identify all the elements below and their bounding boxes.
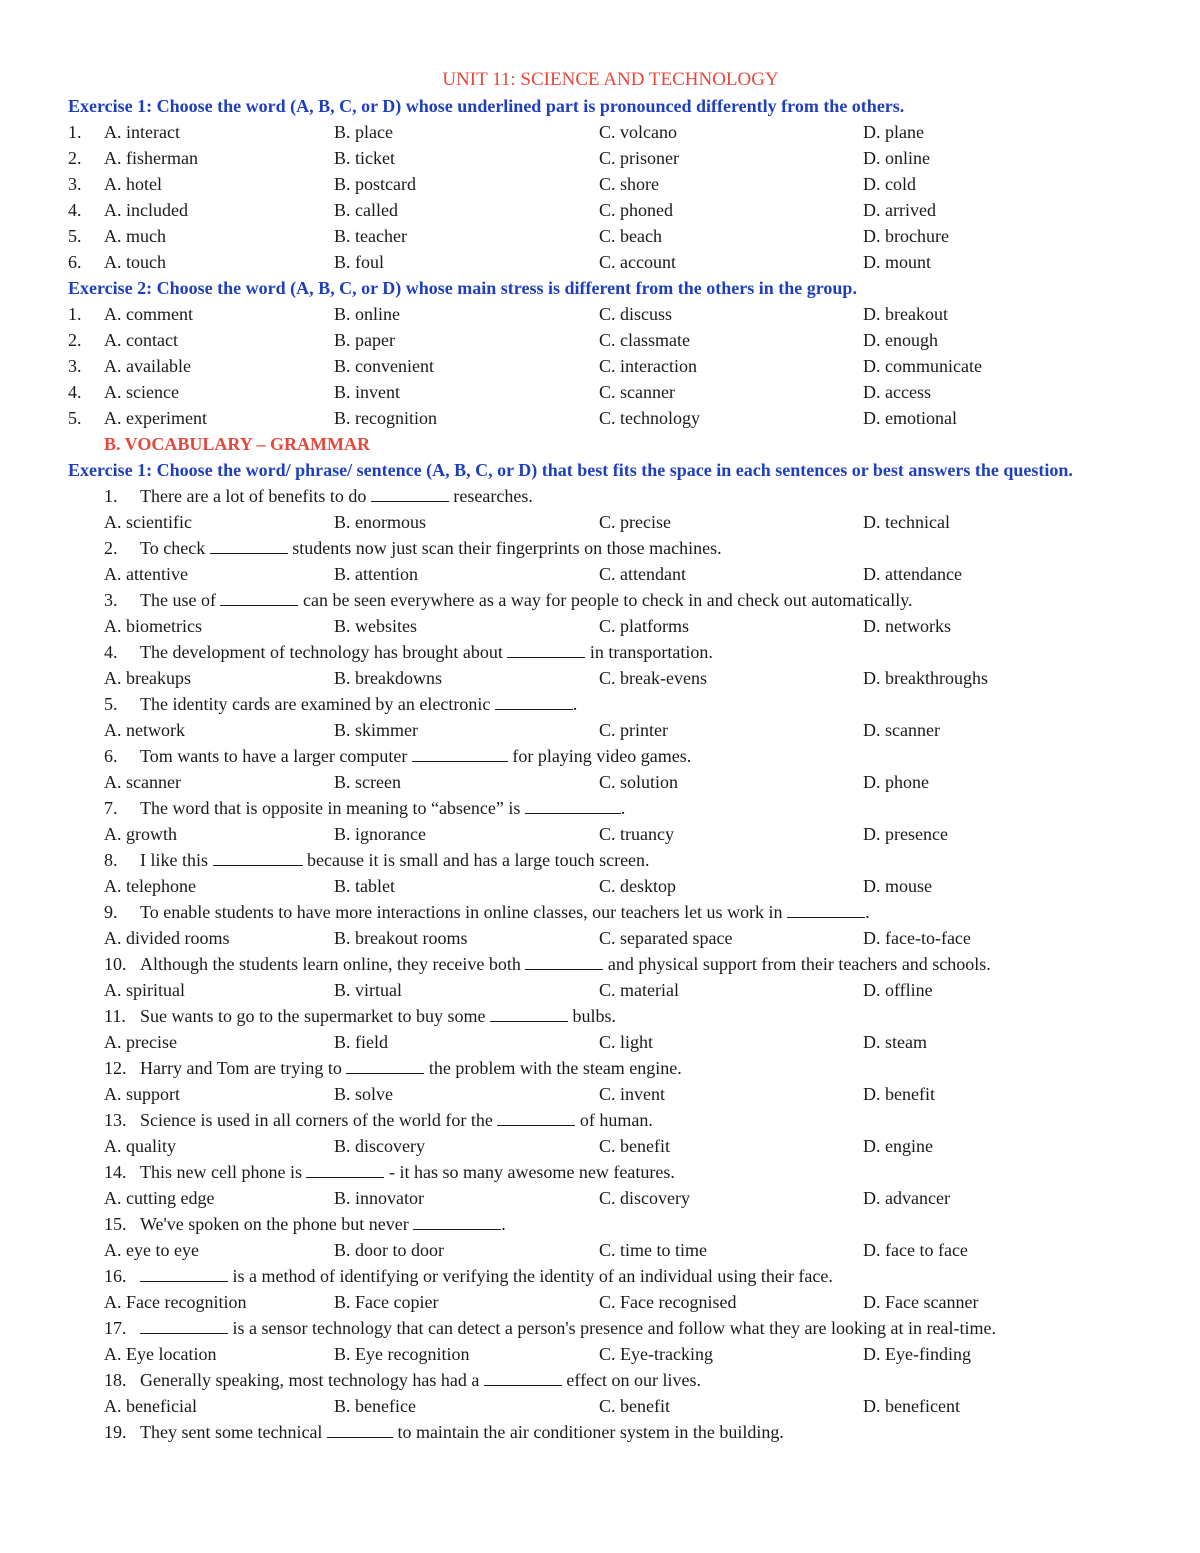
option-d: D. face to face bbox=[863, 1240, 968, 1260]
option-d: D. networks bbox=[863, 616, 951, 636]
option-row bbox=[68, 1393, 1153, 1419]
option-row bbox=[68, 379, 1153, 405]
pronunciation-list bbox=[68, 119, 1153, 275]
option-b: B. place bbox=[334, 122, 393, 142]
question-line bbox=[68, 1315, 1153, 1341]
option-row bbox=[68, 873, 1153, 899]
option-a: A. much bbox=[104, 226, 166, 246]
question-line bbox=[68, 1367, 1153, 1393]
question-number: 14. bbox=[104, 1162, 127, 1182]
question-text: because it is small and has a large touch screen. bbox=[302, 850, 650, 870]
option-d: D. arrived bbox=[863, 200, 936, 220]
option-a: A. experiment bbox=[104, 408, 207, 428]
option-c: C. precise bbox=[599, 512, 671, 532]
option-c: C. classmate bbox=[599, 330, 690, 350]
question-line bbox=[68, 795, 1153, 821]
option-a: A. fisherman bbox=[104, 148, 198, 168]
question-text: To enable students to have more interactions in online classes, our teachers let us work in bbox=[140, 902, 788, 922]
option-c: C. separated space bbox=[599, 928, 733, 948]
question-text: The development of technology has brought about bbox=[140, 642, 508, 662]
option-c: C. benefit bbox=[599, 1396, 670, 1416]
question-line bbox=[68, 1055, 1153, 1081]
option-a: A. contact bbox=[104, 330, 178, 350]
option-a: A. eye to eye bbox=[104, 1240, 199, 1260]
option-a: A. divided rooms bbox=[104, 928, 230, 948]
question-text: Tom wants to have a larger computer bbox=[140, 746, 412, 766]
option-d: D. breakout bbox=[863, 304, 948, 324]
option-c: C. invent bbox=[599, 1084, 665, 1104]
option-a: A. attentive bbox=[104, 564, 188, 584]
question-text: researches. bbox=[448, 486, 533, 506]
question-text: They sent some technical bbox=[140, 1422, 327, 1442]
question-line bbox=[68, 1419, 1153, 1445]
vocabulary-list bbox=[68, 483, 1153, 1445]
option-b: B. websites bbox=[334, 616, 417, 636]
question-number: 5. bbox=[104, 694, 118, 714]
option-row bbox=[68, 1081, 1153, 1107]
option-a: A. beneficial bbox=[104, 1396, 197, 1416]
option-b: B. invent bbox=[334, 382, 400, 402]
question-line bbox=[68, 899, 1153, 925]
question-text: We've spoken on the phone but never bbox=[140, 1214, 414, 1234]
option-c: C. phoned bbox=[599, 200, 673, 220]
option-row bbox=[68, 717, 1153, 743]
option-b: B. virtual bbox=[334, 980, 402, 1000]
question-number: 12. bbox=[104, 1058, 127, 1078]
option-d: D. communicate bbox=[863, 356, 982, 376]
option-b: B. teacher bbox=[334, 226, 407, 246]
answer-blank bbox=[210, 536, 288, 554]
question-line bbox=[68, 587, 1153, 613]
answer-blank bbox=[484, 1368, 562, 1386]
item-number: 3. bbox=[68, 174, 82, 194]
question-line bbox=[68, 483, 1153, 509]
option-b: B. Eye recognition bbox=[334, 1344, 470, 1364]
option-d: D. access bbox=[863, 382, 931, 402]
question-text: is a method of identifying or verifying the identity of an individual using their face. bbox=[228, 1266, 833, 1286]
question-number: 4. bbox=[104, 642, 118, 662]
option-a: A. interact bbox=[104, 122, 180, 142]
option-d: D. Face scanner bbox=[863, 1292, 979, 1312]
option-row bbox=[68, 249, 1153, 275]
option-c: C. shore bbox=[599, 174, 659, 194]
question-text: This new cell phone is bbox=[140, 1162, 307, 1182]
option-a: A. breakups bbox=[104, 668, 191, 688]
option-c: C. benefit bbox=[599, 1136, 670, 1156]
question-line bbox=[68, 1003, 1153, 1029]
option-c: C. technology bbox=[599, 408, 700, 428]
question-text: for playing video games. bbox=[507, 746, 692, 766]
option-a: A. support bbox=[104, 1084, 180, 1104]
option-a: A. quality bbox=[104, 1136, 176, 1156]
option-d: D. online bbox=[863, 148, 930, 168]
option-d: D. face-to-face bbox=[863, 928, 971, 948]
option-b: B. paper bbox=[334, 330, 395, 350]
question-text: of human. bbox=[575, 1110, 653, 1130]
question-number: 19. bbox=[104, 1422, 127, 1442]
option-a: A. scientific bbox=[104, 512, 192, 532]
item-number: 4. bbox=[68, 200, 82, 220]
option-b: B. breakdowns bbox=[334, 668, 442, 688]
option-c: C. break-evens bbox=[599, 668, 707, 688]
option-a: A. included bbox=[104, 200, 188, 220]
question-text: in transportation. bbox=[585, 642, 713, 662]
question-number: 15. bbox=[104, 1214, 127, 1234]
item-number: 6. bbox=[68, 252, 82, 272]
option-b: B. recognition bbox=[334, 408, 437, 428]
option-b: B. foul bbox=[334, 252, 385, 272]
option-a: A. biometrics bbox=[104, 616, 202, 636]
question-text: There are a lot of benefits to do bbox=[140, 486, 371, 506]
option-row bbox=[68, 119, 1153, 145]
option-row bbox=[68, 327, 1153, 353]
option-b: B. online bbox=[334, 304, 400, 324]
answer-blank bbox=[490, 1004, 568, 1022]
question-number: 2. bbox=[104, 538, 118, 558]
option-b: B. ticket bbox=[334, 148, 395, 168]
option-row bbox=[68, 509, 1153, 535]
option-c: C. attendant bbox=[599, 564, 686, 584]
question-number: 16. bbox=[104, 1266, 127, 1286]
option-row bbox=[68, 925, 1153, 951]
question-text: - it has so many awesome new features. bbox=[384, 1162, 675, 1182]
option-a: A. touch bbox=[104, 252, 166, 272]
option-a: A. cutting edge bbox=[104, 1188, 215, 1208]
option-c: C. light bbox=[599, 1032, 654, 1052]
option-row bbox=[68, 1029, 1153, 1055]
stress-list bbox=[68, 301, 1153, 431]
option-d: D. steam bbox=[863, 1032, 927, 1052]
option-b: B. breakout rooms bbox=[334, 928, 468, 948]
exercise-stress-heading: Exercise 2: Choose the word (A, B, C, or D) whose main stress is different from the others in the group. bbox=[68, 278, 857, 298]
option-row bbox=[68, 145, 1153, 171]
option-row bbox=[68, 613, 1153, 639]
answer-blank bbox=[525, 796, 621, 814]
item-number: 5. bbox=[68, 408, 82, 428]
question-text: effect on our lives. bbox=[561, 1370, 702, 1390]
option-c: C. material bbox=[599, 980, 679, 1000]
option-row bbox=[68, 1237, 1153, 1263]
question-number: 9. bbox=[104, 902, 118, 922]
question-text: the problem with the steam engine. bbox=[424, 1058, 682, 1078]
option-a: A. scanner bbox=[104, 772, 181, 792]
question-number: 11. bbox=[104, 1006, 126, 1026]
option-a: A. network bbox=[104, 720, 185, 740]
question-text: Sue wants to go to the supermarket to buy some bbox=[140, 1006, 490, 1026]
option-b: B. skimmer bbox=[334, 720, 418, 740]
question-number: 6. bbox=[104, 746, 118, 766]
question-text: to maintain the air conditioner system in the building. bbox=[392, 1422, 784, 1442]
option-row bbox=[68, 1341, 1153, 1367]
option-row bbox=[68, 353, 1153, 379]
question-line bbox=[68, 1211, 1153, 1237]
option-b: B. postcard bbox=[334, 174, 416, 194]
option-d: D. benefit bbox=[863, 1084, 935, 1104]
option-row bbox=[68, 1289, 1153, 1315]
option-b: B. screen bbox=[334, 772, 401, 792]
answer-blank bbox=[306, 1160, 384, 1178]
question-line bbox=[68, 951, 1153, 977]
question-text: Science is used in all corners of the world for the bbox=[140, 1110, 498, 1130]
option-row bbox=[68, 171, 1153, 197]
item-number: 4. bbox=[68, 382, 82, 402]
answer-blank bbox=[495, 692, 573, 710]
question-number: 7. bbox=[104, 798, 118, 818]
option-c: C. truancy bbox=[599, 824, 674, 844]
option-c: C. printer bbox=[599, 720, 668, 740]
option-c: C. desktop bbox=[599, 876, 677, 896]
question-text: is a sensor technology that can detect a person's presence and follow what they are looking at in real-time. bbox=[228, 1318, 996, 1338]
question-number: 10. bbox=[104, 954, 127, 974]
option-d: D. emotional bbox=[863, 408, 957, 428]
answer-blank bbox=[327, 1420, 393, 1438]
option-row bbox=[68, 1185, 1153, 1211]
option-c: C. Eye-tracking bbox=[599, 1344, 713, 1364]
option-a: A. hotel bbox=[104, 174, 162, 194]
option-b: B. benefice bbox=[334, 1396, 416, 1416]
option-c: C. prisoner bbox=[599, 148, 679, 168]
item-number: 5. bbox=[68, 226, 82, 246]
question-text: The word that is opposite in meaning to “absence” is bbox=[140, 798, 525, 818]
question-text: Generally speaking, most technology has had a bbox=[140, 1370, 484, 1390]
option-row bbox=[68, 821, 1153, 847]
option-c: C. interaction bbox=[599, 356, 697, 376]
question-line bbox=[68, 691, 1153, 717]
question-line bbox=[68, 535, 1153, 561]
question-text: can be seen everywhere as a way for people to check in and check out automatically. bbox=[298, 590, 913, 610]
option-b: B. tablet bbox=[334, 876, 395, 896]
question-text: . bbox=[865, 902, 870, 922]
question-text: To check bbox=[140, 538, 210, 558]
option-a: A. telephone bbox=[104, 876, 196, 896]
question-number: 17. bbox=[104, 1318, 127, 1338]
option-d: D. enough bbox=[863, 330, 938, 350]
option-a: A. comment bbox=[104, 304, 193, 324]
section-b-heading: B. VOCABULARY – GRAMMAR bbox=[104, 434, 371, 454]
option-row bbox=[68, 665, 1153, 691]
option-a: A. spiritual bbox=[104, 980, 185, 1000]
option-c: C. account bbox=[599, 252, 676, 272]
answer-blank bbox=[220, 588, 298, 606]
unit-title: UNIT 11: SCIENCE AND TECHNOLOGY bbox=[442, 69, 779, 90]
option-c: C. discovery bbox=[599, 1188, 690, 1208]
answer-blank bbox=[346, 1056, 424, 1074]
option-d: D. offline bbox=[863, 980, 933, 1000]
worksheet-page bbox=[68, 67, 1153, 1445]
question-text: . bbox=[501, 1214, 506, 1234]
option-d: D. presence bbox=[863, 824, 948, 844]
answer-blank bbox=[412, 744, 508, 762]
answer-blank bbox=[497, 1108, 575, 1126]
question-number: 8. bbox=[104, 850, 118, 870]
question-text: The identity cards are examined by an electronic bbox=[140, 694, 495, 714]
option-b: B. door to door bbox=[334, 1240, 444, 1260]
question-number: 13. bbox=[104, 1110, 127, 1130]
option-b: B. ignorance bbox=[334, 824, 426, 844]
question-text: Although the students learn online, they receive both bbox=[140, 954, 526, 974]
option-d: D. brochure bbox=[863, 226, 949, 246]
option-row bbox=[68, 197, 1153, 223]
option-c: C. solution bbox=[599, 772, 679, 792]
option-a: A. Face recognition bbox=[104, 1292, 247, 1312]
option-a: A. precise bbox=[104, 1032, 177, 1052]
question-number: 18. bbox=[104, 1370, 127, 1390]
option-b: B. enormous bbox=[334, 512, 426, 532]
question-text: I like this bbox=[140, 850, 213, 870]
option-c: C. platforms bbox=[599, 616, 689, 636]
question-line bbox=[68, 1107, 1153, 1133]
option-d: D. beneficent bbox=[863, 1396, 960, 1416]
option-b: B. called bbox=[334, 200, 398, 220]
option-b: B. solve bbox=[334, 1084, 394, 1104]
answer-blank bbox=[140, 1316, 228, 1334]
option-row bbox=[68, 223, 1153, 249]
answer-blank bbox=[525, 952, 603, 970]
option-d: D. attendance bbox=[863, 564, 962, 584]
question-text: . bbox=[572, 694, 578, 714]
question-line bbox=[68, 847, 1153, 873]
option-d: D. engine bbox=[863, 1136, 933, 1156]
option-b: B. discovery bbox=[334, 1136, 425, 1156]
question-text: The use of bbox=[140, 590, 221, 610]
question-number: 1. bbox=[104, 486, 118, 506]
option-c: C. time to time bbox=[599, 1240, 707, 1260]
option-row bbox=[68, 405, 1153, 431]
option-b: B. innovator bbox=[334, 1188, 424, 1208]
option-d: D. scanner bbox=[863, 720, 940, 740]
answer-blank bbox=[507, 640, 585, 658]
answer-blank bbox=[140, 1264, 228, 1282]
option-a: A. growth bbox=[104, 824, 177, 844]
question-text: . bbox=[620, 798, 626, 818]
option-row bbox=[68, 769, 1153, 795]
option-d: D. Eye-finding bbox=[863, 1344, 971, 1364]
question-line bbox=[68, 1159, 1153, 1185]
option-c: C. beach bbox=[599, 226, 662, 246]
option-b: B. Face copier bbox=[334, 1292, 439, 1312]
answer-blank bbox=[787, 900, 865, 918]
exercise-pronunciation-heading: Exercise 1: Choose the word (A, B, C, or D) whose underlined part is pronounced differently from the others. bbox=[68, 96, 905, 116]
option-c: C. discuss bbox=[599, 304, 673, 324]
exercise-vocabulary-heading: Exercise 1: Choose the word/ phrase/ sentence (A, B, C, or D) that best fits the space in each sentences or best answers the question. bbox=[68, 460, 1073, 480]
question-text: bulbs. bbox=[567, 1006, 616, 1026]
item-number: 1. bbox=[68, 122, 82, 142]
option-a: A. Eye location bbox=[104, 1344, 217, 1364]
option-row bbox=[68, 301, 1153, 327]
answer-blank bbox=[413, 1212, 501, 1230]
option-d: D. breakthroughs bbox=[863, 668, 988, 688]
question-line bbox=[68, 743, 1153, 769]
item-number: 2. bbox=[68, 330, 82, 350]
item-number: 1. bbox=[68, 304, 82, 324]
answer-blank bbox=[371, 484, 449, 502]
option-d: D. cold bbox=[863, 174, 916, 194]
option-d: D. mount bbox=[863, 252, 932, 272]
item-number: 2. bbox=[68, 148, 82, 168]
option-d: D. technical bbox=[863, 512, 950, 532]
question-line bbox=[68, 639, 1153, 665]
question-text: and physical support from their teachers and schools. bbox=[603, 954, 991, 974]
option-c: C. volcano bbox=[599, 122, 677, 142]
option-c: C. scanner bbox=[599, 382, 675, 402]
question-line bbox=[68, 1263, 1153, 1289]
item-number: 3. bbox=[68, 356, 82, 376]
option-a: A. science bbox=[104, 382, 179, 402]
option-d: D. advancer bbox=[863, 1188, 950, 1208]
option-b: B. attention bbox=[334, 564, 418, 584]
option-d: D. mouse bbox=[863, 876, 932, 896]
option-row bbox=[68, 977, 1153, 1003]
option-row bbox=[68, 561, 1153, 587]
question-text: students now just scan their fingerprints on those machines. bbox=[287, 538, 722, 558]
question-text: Harry and Tom are trying to bbox=[140, 1058, 347, 1078]
question-number: 3. bbox=[104, 590, 118, 610]
option-d: D. phone bbox=[863, 772, 929, 792]
option-a: A. available bbox=[104, 356, 191, 376]
option-b: B. convenient bbox=[334, 356, 434, 376]
option-d: D. plane bbox=[863, 122, 924, 142]
option-row bbox=[68, 1133, 1153, 1159]
option-c: C. Face recognised bbox=[599, 1292, 737, 1312]
answer-blank bbox=[213, 848, 303, 866]
option-b: B. field bbox=[334, 1032, 388, 1052]
